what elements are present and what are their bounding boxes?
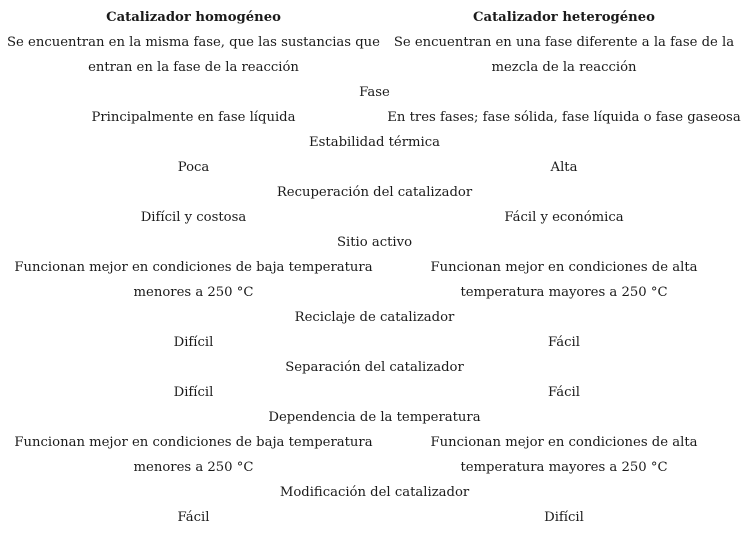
homogeneous-value: Fácil [177,510,210,525]
homogeneous-value: Principalmente en fase líquida [91,110,296,125]
section-row-separacion [0,380,749,405]
section-row-fase [0,105,749,130]
section-row-modificacion [0,505,749,530]
section-title: Separación del catalizador [285,360,464,375]
heterogeneous-value: Funcionan mejor en condiciones de alta [430,435,698,450]
section-title: Modificación del catalizador [279,485,470,500]
intro-row-1 [0,30,749,55]
heterogeneous-value: En tres fases; fase sólida, fase líquida o fase gaseosa [387,110,741,125]
intro-left-line-1: Se encuentran en la misma fase, que las sustancias que [7,35,380,50]
heterogeneous-value: Difícil [544,510,584,525]
heterogeneous-value: temperatura mayores a 250 °C [460,285,668,300]
section-title-fase [0,80,749,105]
heterogeneous-value: Fácil [548,385,580,400]
section-title: Sitio activo [336,235,413,250]
section-row-dependencia-1 [0,430,749,455]
heterogeneous-value: temperatura mayores a 250 °C [460,460,668,475]
intro-right-line-2: mezcla de la reacción [491,60,637,75]
header-row [0,5,749,30]
section-row-reciclaje [0,330,749,355]
section-row-estabilidad [0,155,749,180]
section-title-modificacion [0,480,749,505]
heterogeneous-value: Alta [550,160,578,175]
section-title-dependencia [0,405,749,430]
homogeneous-value: menores a 250 °C [133,460,254,475]
section-row-recuperacion [0,205,749,230]
homogeneous-value: Funcionan mejor en condiciones de baja temperatura [14,435,373,450]
homogeneous-value: menores a 250 °C [133,285,254,300]
heterogeneous-value: Funcionan mejor en condiciones de alta [430,260,698,275]
comparison-table [0,5,749,530]
intro-row-2 [0,55,749,80]
section-title-reciclaje [0,305,749,330]
heterogeneous-value: Fácil y económica [504,210,624,225]
section-title: Reciclaje de catalizador [294,310,455,325]
homogeneous-value: Funcionan mejor en condiciones de baja temperatura [14,260,373,275]
intro-right-line-1: Se encuentran en una fase diferente a la fase de la [393,35,735,50]
section-row-sitio-activo-2 [0,280,749,305]
homogeneous-value: Poca [177,160,210,175]
section-row-sitio-activo-1 [0,255,749,280]
header-homogeneous: Catalizador homogéneo [106,10,281,25]
heterogeneous-value: Fácil [548,335,580,350]
section-title: Recuperación del catalizador [276,185,473,200]
section-title-sitio-activo [0,230,749,255]
intro-left-line-2: entran en la fase de la reacción [88,60,299,75]
section-title: Dependencia de la temperatura [268,410,481,425]
section-title: Fase [359,85,390,100]
section-title-separacion [0,355,749,380]
homogeneous-value: Difícil [173,385,214,400]
header-heterogeneous: Catalizador heterogéneo [473,10,655,25]
section-title-estabilidad [0,130,749,155]
section-title-recuperacion [0,180,749,205]
homogeneous-value: Difícil [173,335,214,350]
section-row-dependencia-2 [0,455,749,480]
homogeneous-value: Difícil y costosa [140,210,247,225]
section-title: Estabilidad térmica [309,135,440,150]
